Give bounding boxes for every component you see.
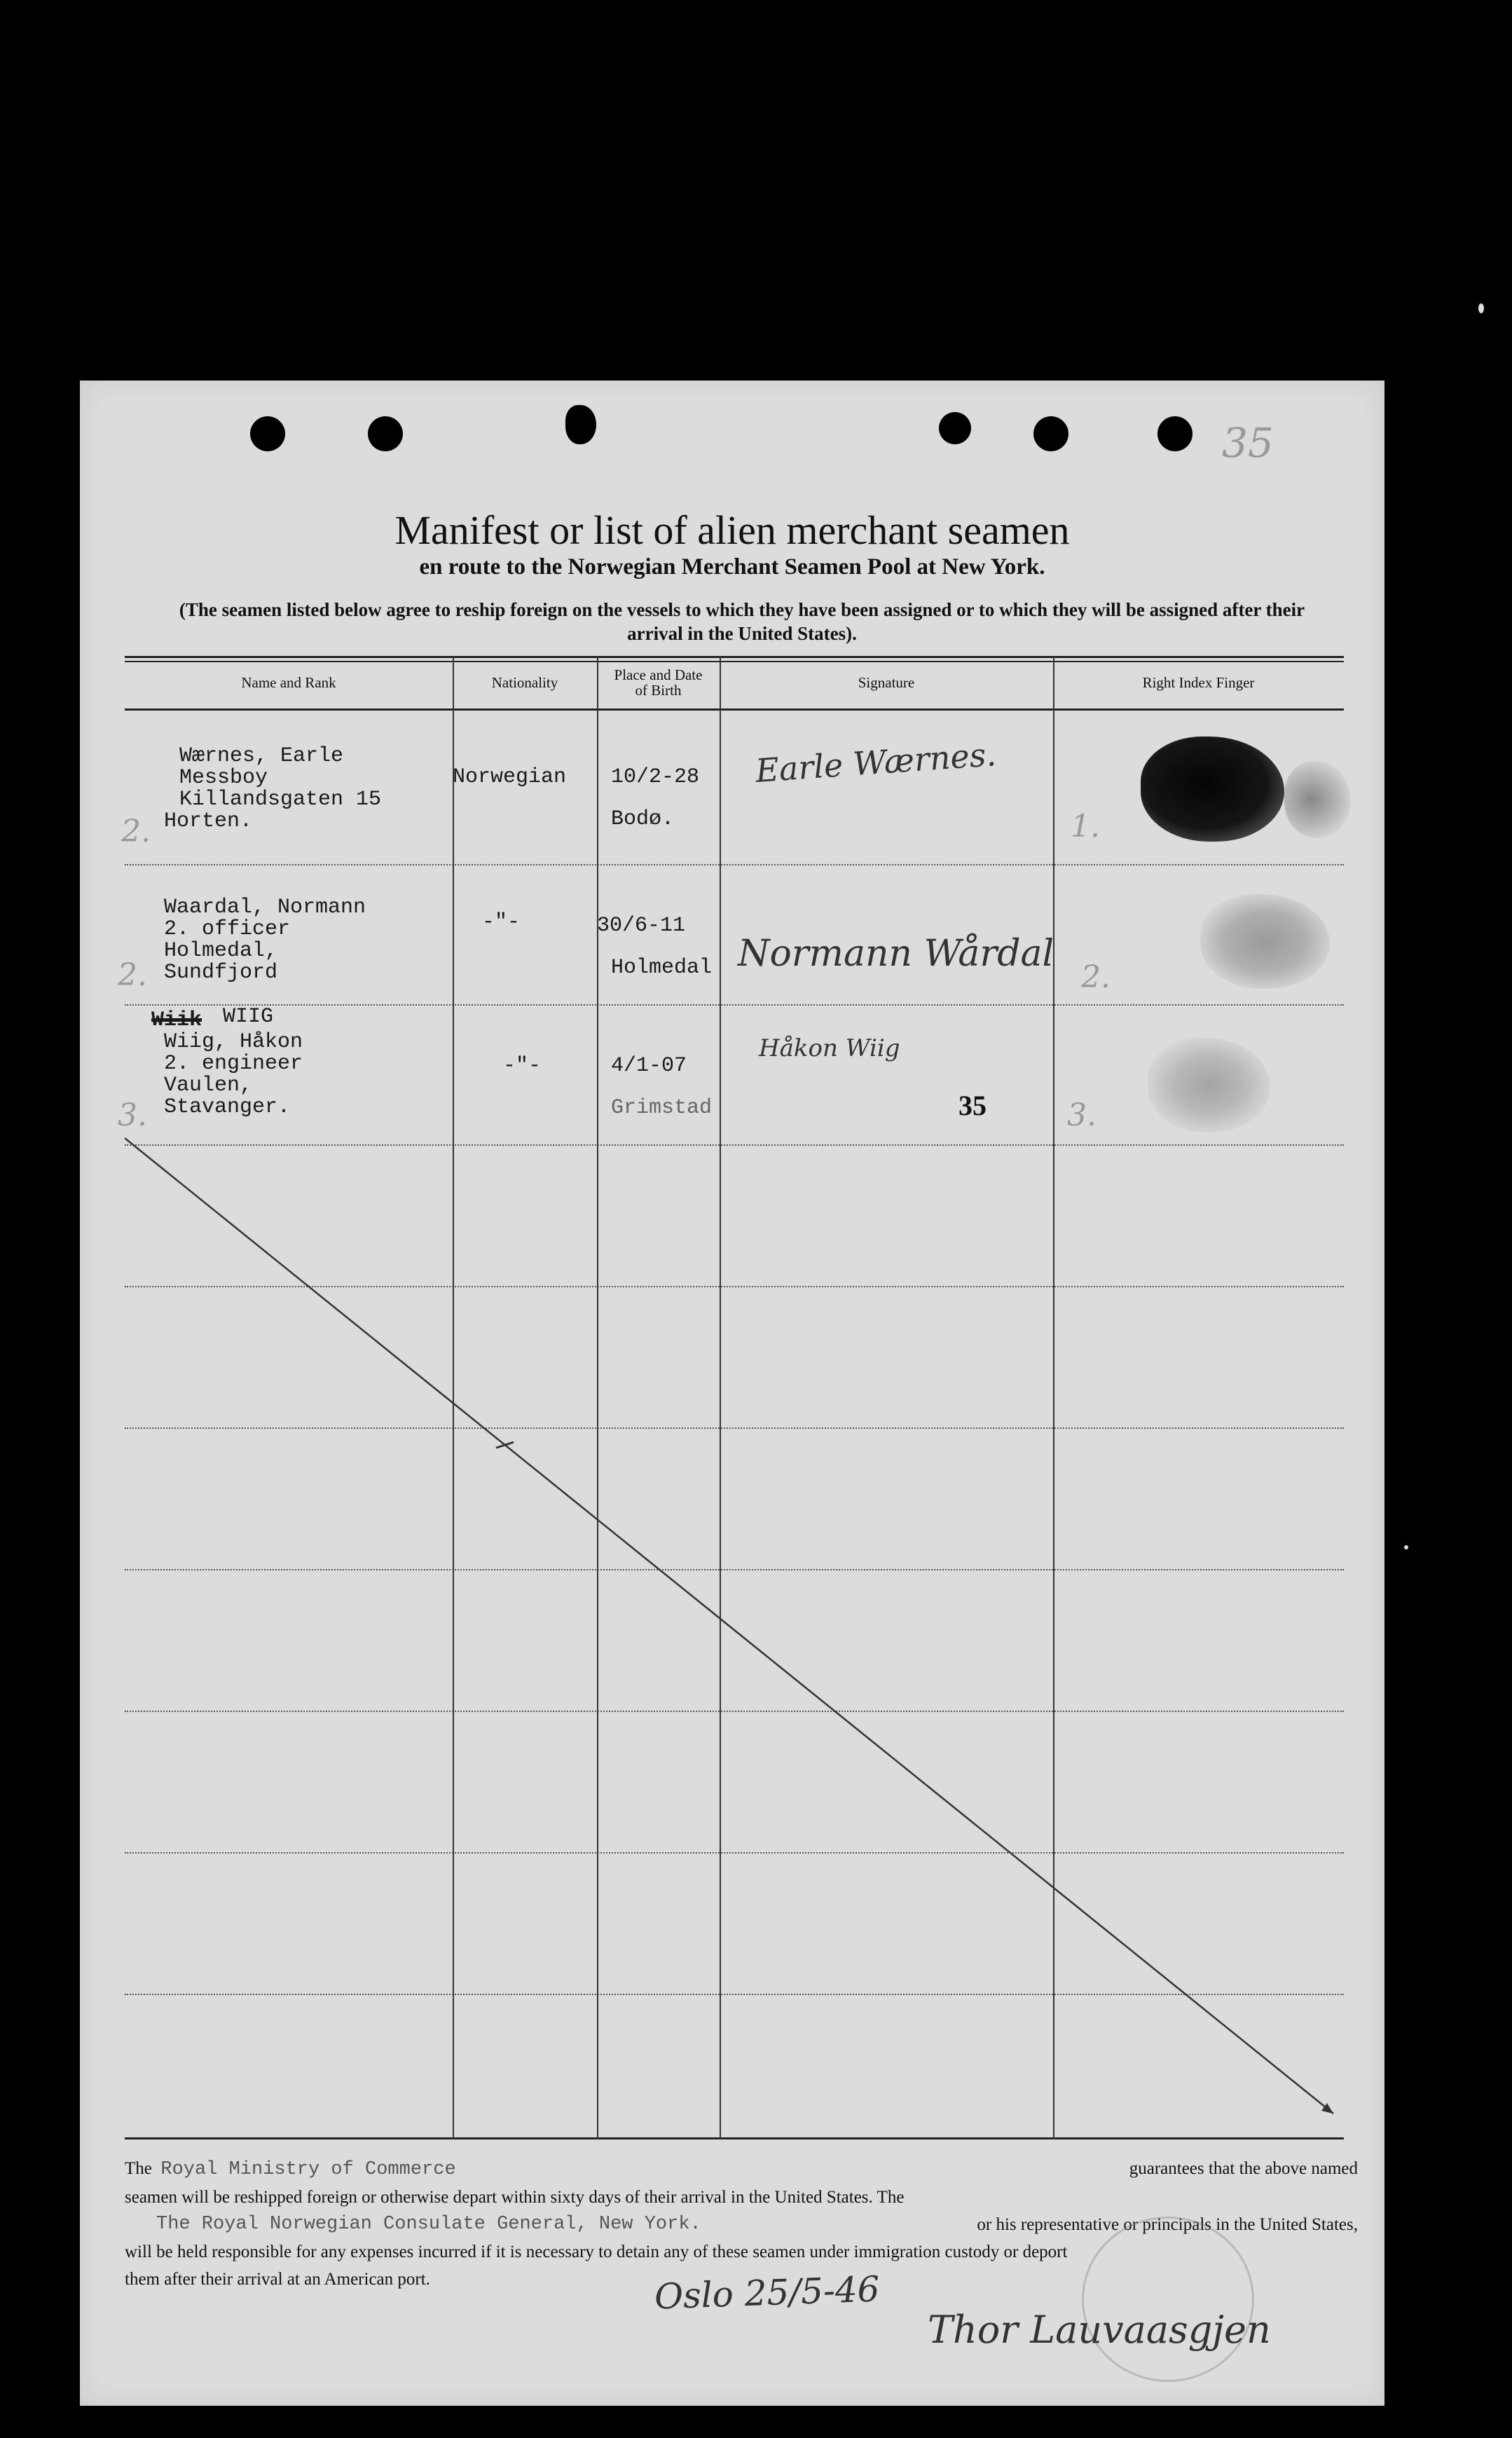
row2-address: Holmedal, (164, 939, 278, 963)
consulate-name: The Royal Norwegian Consulate General, New York. (156, 2214, 701, 2235)
consulate-seal (1082, 2217, 1254, 2382)
page-subtitle: en route to the Norwegian Merchant Seamen Pool at New York. (419, 554, 1045, 580)
binder-hole (939, 412, 971, 444)
manifest-page (80, 381, 1384, 2406)
cancellation-line (125, 656, 1358, 2139)
row2-signature: Normann Wårdal (738, 933, 1054, 975)
row2-birth-place: Holmedal (611, 956, 713, 980)
guarantor-authority: Royal Ministry of Commerce (160, 2159, 456, 2180)
col-header-birth-line2: of Birth (635, 681, 682, 699)
footer-line-1-left (125, 2155, 456, 2184)
row1-birth-date: 10/2-28 (611, 765, 700, 789)
binder-hole (1033, 416, 1068, 451)
row1-address: Killandsgaten 15 (179, 788, 382, 811)
row3-address: Vaulen, (164, 1074, 253, 1097)
col-header-birth-line1: Place and Date (614, 666, 703, 683)
row1-right-number: 1. (1071, 809, 1100, 844)
col-header-name: Name and Rank (241, 673, 336, 691)
binder-hole (368, 416, 403, 451)
dust-speck (1404, 1545, 1408, 1549)
footer-line-5: them after their arrival at an American port. (125, 2270, 430, 2289)
footer-line-1 (125, 2155, 1358, 2184)
binder-hole (565, 405, 596, 444)
place-date-handwritten: Oslo 25/5-46 (654, 2268, 881, 2317)
footer-line-4: will be held responsible for any expenses incurred if it is necessary to detain any of these seamen under immigration custody or deport (125, 2242, 1068, 2261)
row3-nationality: -"- (503, 1054, 542, 1078)
footer-line-3-rest: or his representative or principals in the United States, (977, 2215, 1358, 2234)
page-number: 35 (1222, 419, 1274, 467)
binder-hole (1157, 416, 1193, 451)
row2-right-number: 2. (1081, 959, 1111, 995)
row3-rank: 2. engineer (164, 1052, 303, 1076)
row1-birth-place: Bodø. (611, 807, 675, 831)
footer-line-2: seamen will be reshipped foreign or otherwise depart within sixty days of their arrival in the United States. The (125, 2188, 905, 2207)
row3-city: Stavanger. (164, 1095, 291, 1119)
col-header-finger: Right Index Finger (1142, 673, 1255, 691)
col-header-signature: Signature (858, 673, 915, 691)
official-signature: Thor Lauvaasgjen (928, 2308, 1271, 2352)
footer-the: The (125, 2159, 152, 2178)
row3-right-number: 3. (1067, 1097, 1097, 1133)
row2-rank: 2. officer (164, 917, 291, 941)
row3-name-struck: Wiik (151, 1008, 202, 1032)
row2-left-number: 2. (118, 957, 147, 993)
row3-birth-place: Grimstad (611, 1096, 713, 1120)
row2-birth-date: 30/6-11 (597, 914, 686, 938)
row1-rank: Messboy (179, 766, 268, 790)
row3-name-correction: WIIG (223, 1005, 274, 1029)
row3-left-number: 3. (118, 1097, 147, 1133)
row2-nationality: -"- (482, 910, 521, 934)
row2-city: Sundfjord (164, 961, 278, 985)
row1-nationality: Norwegian (453, 765, 567, 789)
binder-hole (250, 416, 285, 451)
agreement-note: (The seamen listed below agree to reship foreign on the vessels to which they have been assigned or to which they will be assigned after their arrival in the United States). (179, 599, 1305, 644)
dust-speck (1478, 303, 1484, 313)
row3-signature: Håkon Wiig (759, 1034, 900, 1062)
footer-guarantees: guarantees that the above named (1129, 2159, 1358, 2178)
row1-signature: Earle Wærnes. (754, 735, 998, 790)
stamped-number: 35 (958, 1090, 987, 1121)
row1-city: Horten. (164, 809, 253, 833)
row1-name-line: Wærnes, Earle (179, 744, 344, 768)
col-header-nationality: Nationality (491, 673, 558, 691)
row3-birth-date: 4/1-07 (611, 1054, 687, 1078)
row3-name-line: Wiig, Håkon (164, 1030, 303, 1054)
page-title: Manifest or list of alien merchant seamen (394, 507, 1070, 553)
row1-left-number: 2. (121, 814, 151, 849)
row2-name-line: Waardal, Normann (164, 896, 366, 919)
